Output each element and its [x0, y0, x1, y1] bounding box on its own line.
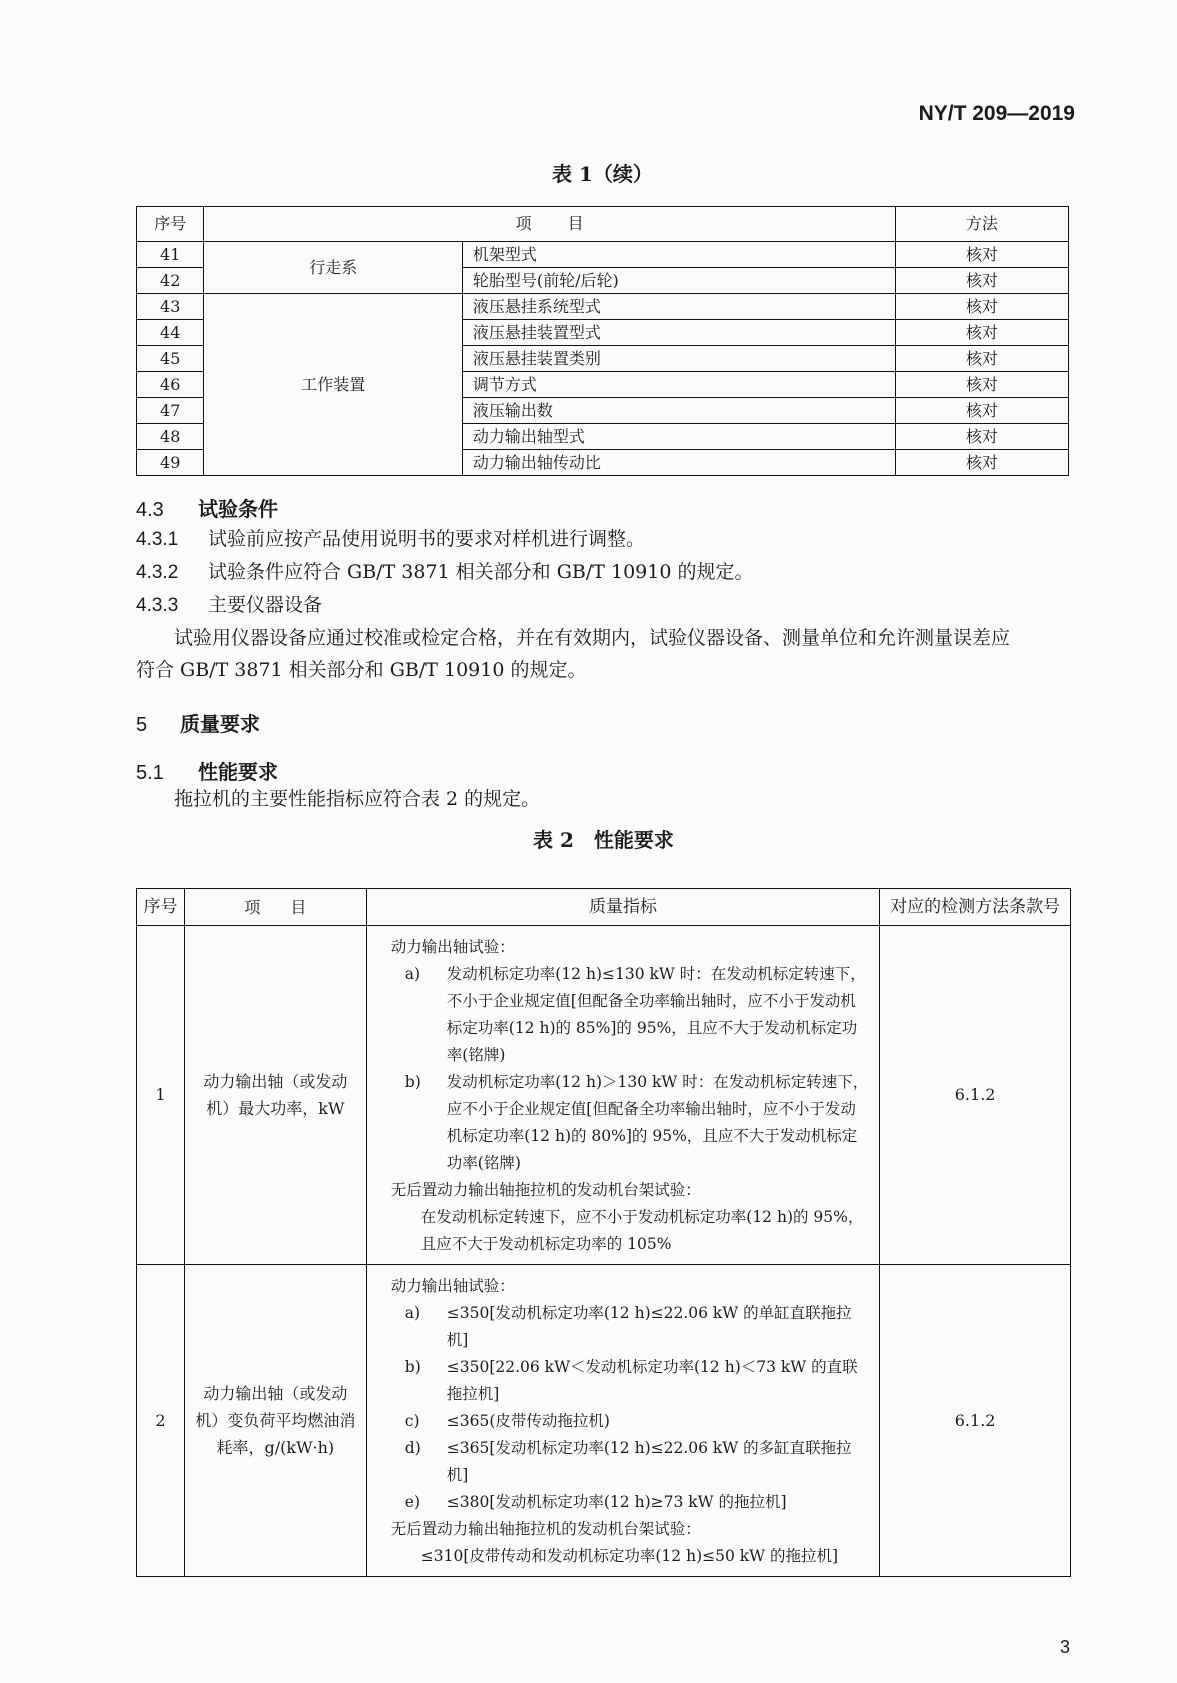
table2-header-row: [137, 889, 1071, 926]
row-method: 核对: [895, 346, 1068, 372]
group-label: 工作装置: [204, 294, 462, 476]
row-item: 液压悬挂装置类别: [462, 346, 895, 372]
row-no: 48: [137, 424, 204, 450]
table2-col-item: 项目: [184, 889, 366, 926]
group-label: 行走系: [204, 242, 462, 294]
row-item: 液压悬挂装置型式: [462, 320, 895, 346]
row-method: 6.1.2: [880, 926, 1071, 1265]
row-method: 核对: [895, 268, 1068, 294]
table2-col-method: 对应的检测方法条款号: [880, 889, 1071, 926]
row-no: 41: [137, 242, 204, 268]
table2-caption: 表 2 性能要求: [533, 828, 674, 852]
paragraph-4-3-3-body-2: 符合 GB/T 3871 相关部分和 GB/T 10910 的规定。: [136, 659, 587, 681]
row-no: 47: [137, 398, 204, 424]
table2-col-quality: 质量指标: [366, 889, 879, 926]
row-method: 核对: [895, 372, 1068, 398]
row-item: 调节方式: [462, 372, 895, 398]
row-method: 核对: [895, 450, 1068, 476]
row-quality: 动力输出轴试验： a) 发动机标定功率(12 h)≤130 kW 时：在发动机标定转速下，不小于企业规定值[但配备全功率输出轴时，应不小于发动机标定功率(12 h)的 85%]的 95%，且应不大于发动机标定功率(铭牌) b) 发动机标定功率(12 h)＞130 kW 时：在发动机标定转速下，应不小于企业规定值[但配备全功率输出轴时，应不小于发动机标定功率(12 h)的 80%]的 95%，且应不大于发动机标定功率(铭牌) 无后置动力输出轴拖拉机的发动机台架试验： 在发动机标定转速下，应不小于发动机标定功率(12 h)的 95%，且应不大于发动机标定功率的 105%: [366, 926, 879, 1265]
row-item: 液压悬挂系统型式: [462, 294, 895, 320]
table1-caption: 表 1（续）: [552, 162, 653, 186]
section-5-heading: 5 质量要求: [136, 714, 260, 736]
row-item: 机架型式: [462, 242, 895, 268]
table1-col-no: 序号: [137, 207, 204, 242]
section-4-3-heading: 4.3 试验条件: [136, 499, 278, 521]
row-method: 核对: [895, 398, 1068, 424]
row-method: 6.1.2: [880, 1265, 1071, 1577]
row-no: 42: [137, 268, 204, 294]
row-item: 动力输出轴传动比: [462, 450, 895, 476]
row-no: 1: [137, 926, 185, 1265]
table1-col-method: 方法: [895, 207, 1068, 242]
row-item: 动力输出轴型式: [462, 424, 895, 450]
table-row: [137, 1265, 1071, 1577]
row-quality: 动力输出轴试验： a) ≤350[发动机标定功率(12 h)≤22.06 kW 的单缸直联拖拉机] b) ≤350[22.06 kW＜发动机标定功率(12 h)＜73 kW 的直联拖拉机] c) ≤365(皮带传动拖拉机) d) ≤365[发动机标定功率(12 h)≤22.06 kW 的多缸直联拖拉机] e) ≤380[发动机标定功率(12 h)≥73 kW 的拖拉机] 无后置动力输出轴拖拉机的发动机台架试验： ≤310[皮带传动和发动机标定功率(12 h)≤50 kW 的拖拉机]: [366, 1265, 879, 1577]
section-5-1-body: 拖拉机的主要性能指标应符合表 2 的规定。: [174, 788, 541, 810]
row-method: 核对: [895, 294, 1068, 320]
row-no: 46: [137, 372, 204, 398]
row-no: 2: [137, 1265, 185, 1577]
row-method: 核对: [895, 424, 1068, 450]
section-5-1-heading: 5.1 性能要求: [136, 762, 278, 784]
table-row: [137, 294, 1069, 320]
row-method: 核对: [895, 242, 1068, 268]
table2-col-no: 序号: [137, 889, 185, 926]
row-no: 49: [137, 450, 204, 476]
table1-col-item: 项目: [204, 207, 895, 242]
row-no: 43: [137, 294, 204, 320]
row-item: 轮胎型号(前轮/后轮): [462, 268, 895, 294]
row-no: 44: [137, 320, 204, 346]
row-item: 动力输出轴（或发动 机）变负荷平均燃油消 耗率，g/(kW·h): [184, 1265, 366, 1577]
paragraph-4-3-3-body-1: 试验用仪器设备应通过校准或检定合格，并在有效期内，试验仪器设备、测量单位和允许测量误差应: [174, 627, 1011, 649]
table1-header-row: [137, 207, 1069, 242]
table-row: [137, 926, 1071, 1265]
row-item: 液压输出数: [462, 398, 895, 424]
row-method: 核对: [895, 320, 1068, 346]
table-row: [137, 242, 1069, 268]
row-item: 动力输出轴（或发动 机）最大功率，kW: [184, 926, 366, 1265]
paragraph-4-3-1: 4.3.1 试验前应按产品使用说明书的要求对样机进行调整。: [136, 528, 646, 550]
table1: [136, 206, 1069, 476]
row-no: 45: [137, 346, 204, 372]
standard-code: NY/T 209—2019: [918, 102, 1075, 125]
paragraph-4-3-2: 4.3.2 试验条件应符合 GB/T 3871 相关部分和 GB/T 10910 的规定。: [136, 561, 754, 583]
table2: [136, 888, 1071, 1577]
paragraph-4-3-3: 4.3.3 主要仪器设备: [136, 594, 323, 616]
page-number: 3: [1059, 1637, 1070, 1657]
